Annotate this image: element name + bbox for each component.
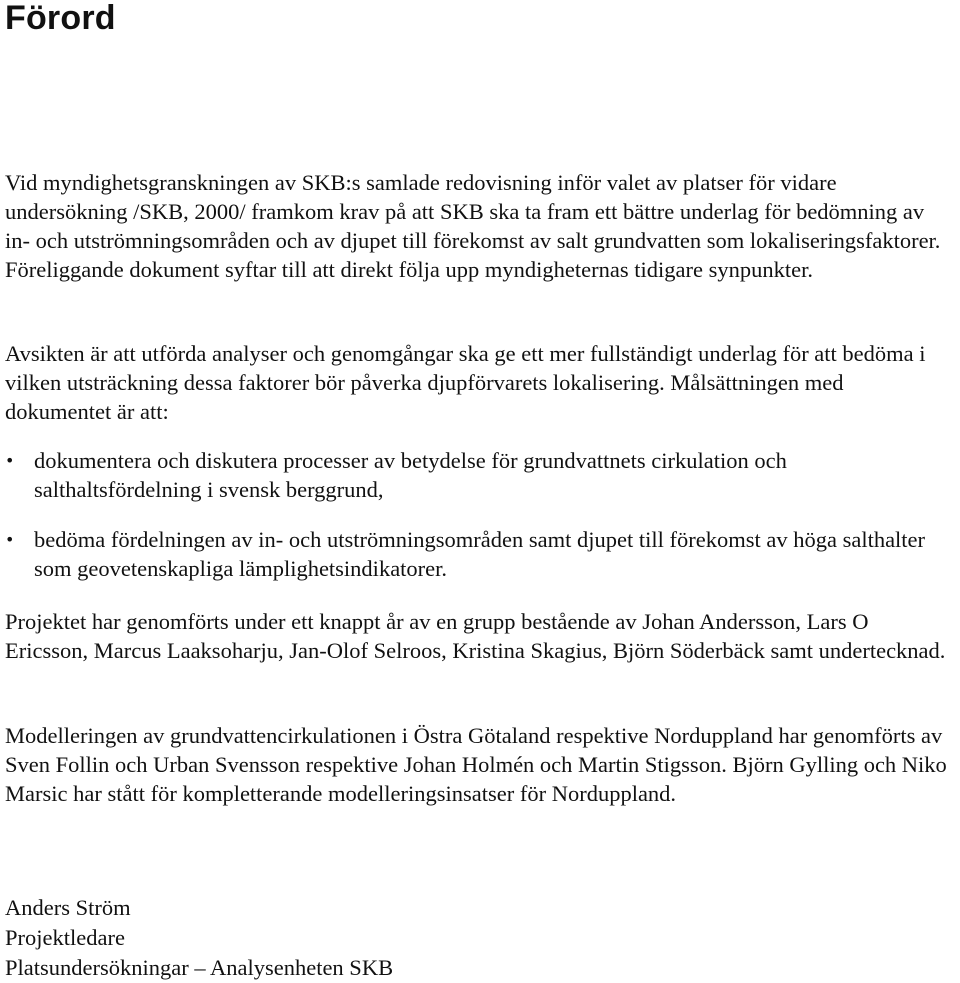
signature-name: Anders Ström — [5, 895, 131, 920]
list-item — [5, 446, 953, 504]
paragraph-purpose: Avsikten är att utförda analyser och genomgångar ska ge ett mer fullständigt underlag för att bedöma i vilken utsträckning dessa faktorer bör påverka djupförvarets lokalisering. Målsättningen med dokumentet är att: — [5, 341, 926, 424]
list-item-text: dokumentera och diskutera processer av betydelse för grundvattnets cirkulation och salthaltsfördelning i svensk berggrund, — [34, 448, 787, 502]
signature-block — [5, 893, 393, 983]
paragraph-project-team: Projektet har genomförts under ett knappt år av en grupp bestående av Johan Andersson, Lars O Ericsson, Marcus Laaksoharju, Jan-Olof Selroos, Kristina Skagius, Björn Söderbäck samt undertecknad. — [5, 609, 946, 663]
bullet-icon: • — [5, 451, 15, 470]
list-item-text: bedöma fördelningen av in- och utströmningsområden samt djupet till förekomst av höga salthalter som geovetenskapliga lämplighetsindikatorer. — [34, 527, 926, 581]
signature-role: Projektledare — [5, 925, 125, 950]
goal-list — [5, 446, 953, 583]
list-item — [5, 525, 953, 583]
paragraph-modelling: Modelleringen av grundvattencirkulationen i Östra Götaland respektive Norduppland har genomförts av Sven Follin och Urban Svensson respektive Johan Holmén och Martin Stigsson. Björn Gylling och Niko Marsic har stått för kompletterande modelleringsinsatser för Norduppland. — [5, 723, 947, 806]
bullet-icon: • — [5, 530, 15, 549]
page-title: Förord — [5, 0, 116, 37]
signature-unit: Platsundersökningar – Analysenheten SKB — [5, 955, 394, 980]
paragraph-background: Vid myndighetsgranskningen av SKB:s samlade redovisning inför valet av platser för vidare undersökning /SKB, 2000/ framkom krav på att SKB ska ta fram ett bättre underlag för bedömning av in- och utströmningsområden och av djupet till förekomst av salt grundvatten som lokaliseringsfaktorer. Föreliggande dokument syftar till att direkt följa upp myndigheternas tidigare synpunkter. — [5, 170, 941, 282]
